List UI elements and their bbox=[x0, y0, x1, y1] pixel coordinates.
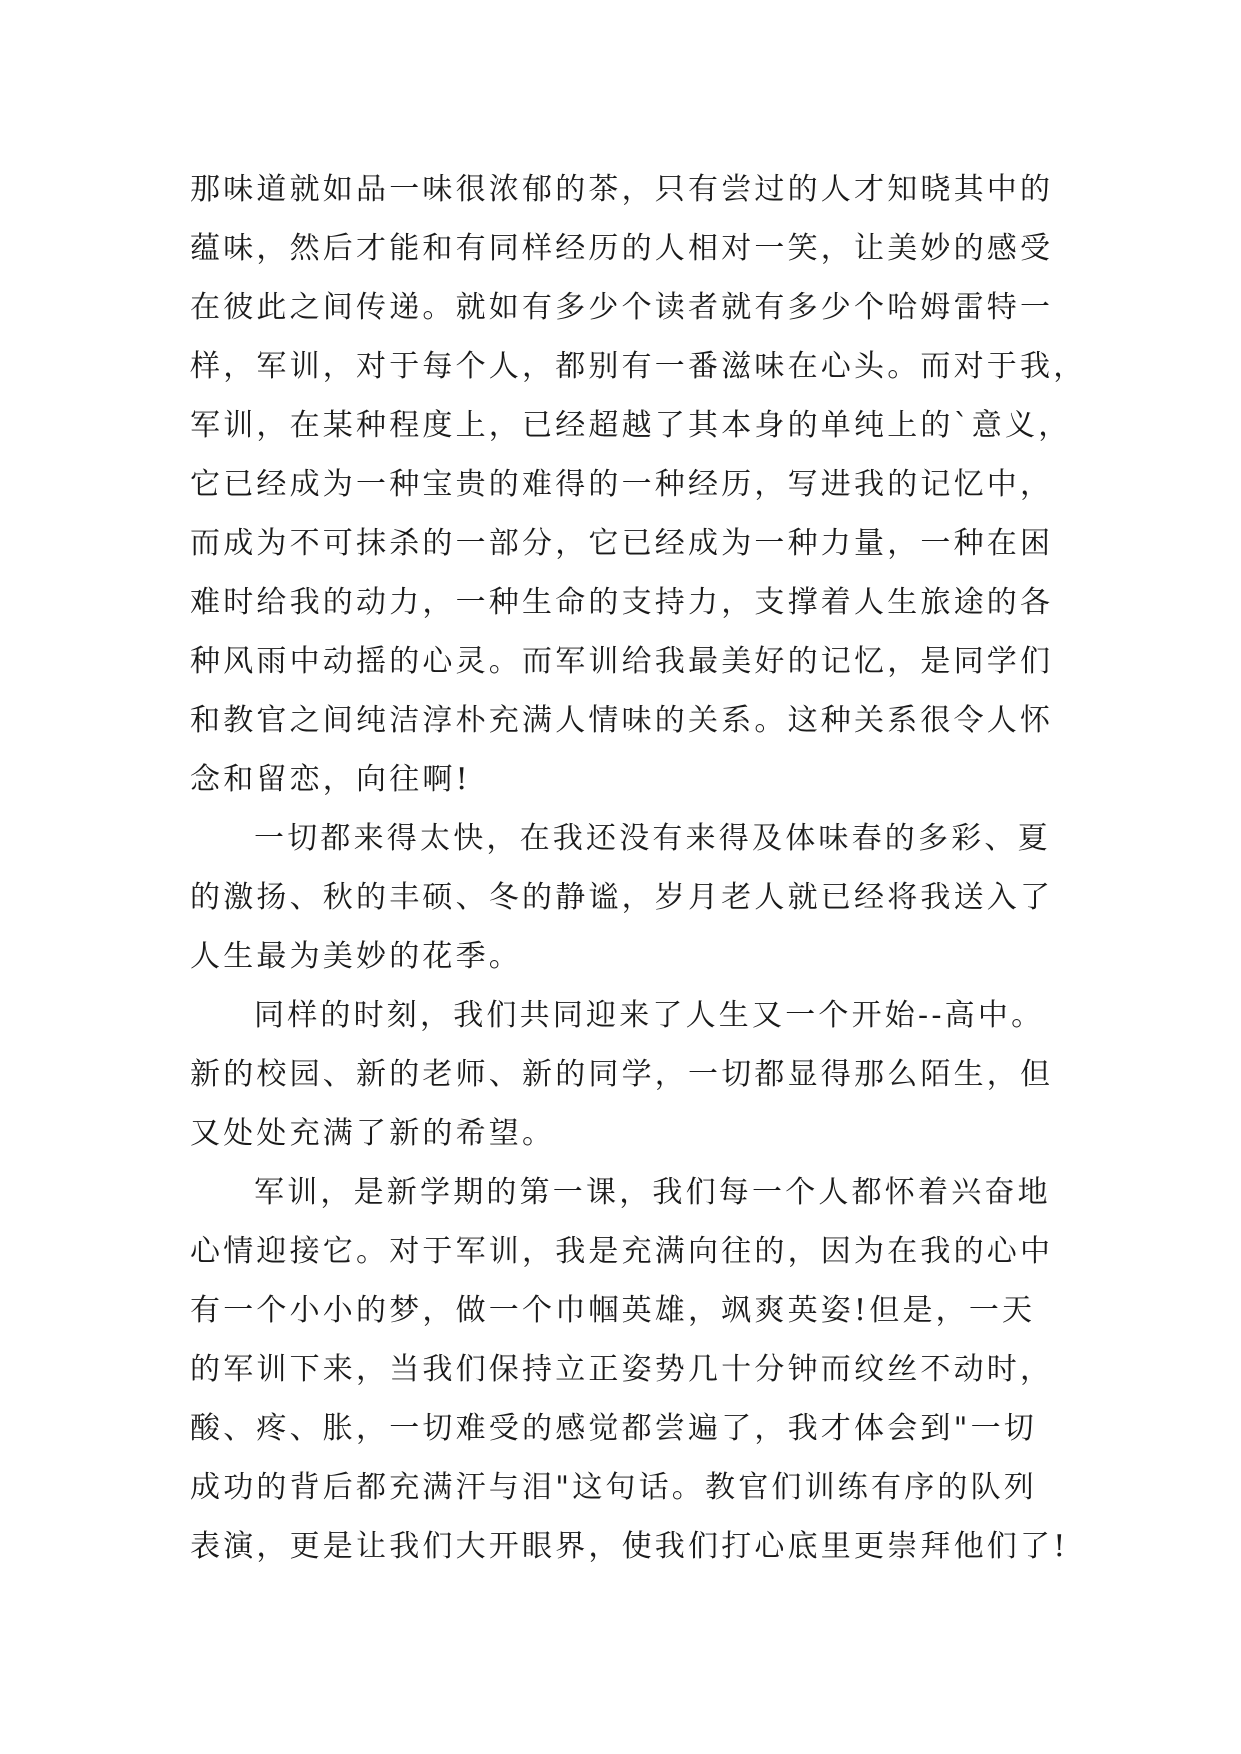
text-line: 成功的背后都充满汗与泪"这句话。教官们训练有序的队列 bbox=[190, 1470, 1037, 1505]
text-line: 念和留恋，向往啊! bbox=[190, 762, 471, 797]
text-line: 在彼此之间传递。就如有多少个读者就有多少个哈姆雷特一 bbox=[190, 290, 1054, 325]
document-body bbox=[190, 160, 1087, 1576]
paragraph-start-line: 军训，是新学期的第一课，我们每一个人都怀着兴奋地 bbox=[254, 1175, 1051, 1210]
text-line: 又处处充满了新的希望。 bbox=[190, 1116, 556, 1151]
text-line: 心情迎接它。对于军训，我是充满向往的，因为在我的心中 bbox=[190, 1234, 1054, 1269]
text-line: 那味道就如品一味很浓郁的茶，只有尝过的人才知晓其中的 bbox=[190, 172, 1054, 207]
text-line: 种风雨中动摇的心灵。而军训给我最美好的记忆，是同学们 bbox=[190, 644, 1054, 679]
text-line: 新的校园、新的老师、新的同学，一切都显得那么陌生，但 bbox=[190, 1057, 1054, 1092]
text-line: 它已经成为一种宝贵的难得的一种经历，写进我的记忆中， bbox=[190, 467, 1054, 502]
text-line: 蕴味，然后才能和有同样经历的人相对一笑，让美妙的感受 bbox=[190, 231, 1054, 266]
paragraph-start-line: 同样的时刻，我们共同迎来了人生又一个开始--高中。 bbox=[254, 998, 1045, 1033]
paragraph-start-line: 一切都来得太快，在我还没有来得及体味春的多彩、夏 bbox=[254, 821, 1051, 856]
text-line: 难时给我的动力，一种生命的支持力，支撑着人生旅途的各 bbox=[190, 585, 1054, 620]
text-line: 有一个小小的梦，做一个巾帼英雄，飒爽英姿!但是，一天 bbox=[190, 1293, 1036, 1328]
text-line: 酸、疼、胀，一切难受的感觉都尝遍了，我才体会到"一切 bbox=[190, 1411, 1037, 1446]
text-line: 的激扬、秋的丰硕、冬的静谧，岁月老人就已经将我送入了 bbox=[190, 880, 1054, 915]
text-line: 人生最为美妙的花季。 bbox=[190, 939, 522, 974]
text-line: 样，军训，对于每个人，都别有一番滋味在心头。而对于我， bbox=[190, 349, 1087, 384]
text-line: 的军训下来，当我们保持立正姿势几十分钟而纹丝不动时， bbox=[190, 1352, 1054, 1387]
text-line: 和教官之间纯洁淳朴充满人情味的关系。这种关系很令人怀 bbox=[190, 703, 1054, 738]
text-line: 军训，在某种程度上，已经超越了其本身的单纯上的`意义， bbox=[190, 408, 1072, 443]
text-line: 而成为不可抹杀的一部分，它已经成为一种力量，一种在困 bbox=[190, 526, 1054, 561]
text-line: 表演，更是让我们大开眼界，使我们打心底里更崇拜他们了! bbox=[190, 1529, 1069, 1564]
